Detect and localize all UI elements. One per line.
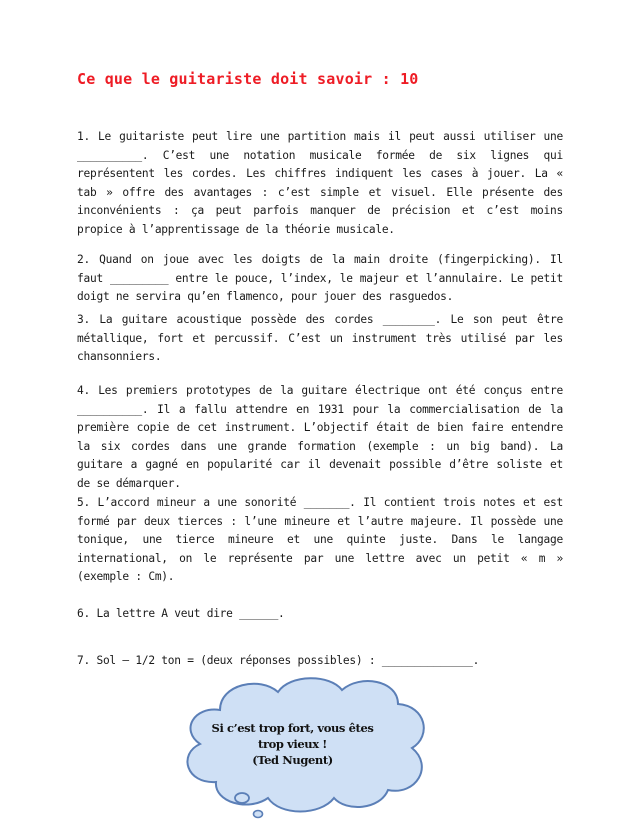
bubble-line-2: trop vieux !: [258, 737, 327, 751]
question-1: [77, 128, 570, 240]
bubble-line-3: (Ted Nugent): [252, 753, 333, 767]
question-2: [77, 251, 570, 307]
thought-dot-large: [235, 793, 249, 803]
question-5: [77, 494, 570, 587]
question-1-text: 1. Le guitariste peut lire une partition mais il peut aussi utiliser une __________. C’est une notation musicale formée de six lignes qui représentent les cordes. Les chiffres indiquent les cases à jouer. La « tab » offre des avantages : c’est simple et visuel. Elle présente des inconvénients : ça peut parfois manquer de précision et c’est moins propice à l’apprentissage de la théorie musicale.: [77, 130, 570, 236]
question-2-text: 2. Quand on joue avec les doigts de la main droite (fingerpicking). Il faut _________ entre le pouce, l’index, le majeur et l’annulaire. Le petit doigt ne servira qu’en flamenco, pour jouer des rasguedos.: [77, 253, 570, 304]
question-7-text: 7. Sol – 1/2 ton = (deux réponses possibles) : ______________.: [77, 654, 480, 667]
thought-dot-small: [254, 811, 263, 818]
question-5-text: 5. L’accord mineur a une sonorité _______. Il contient trois notes et est formé par deux tierces : l’une mineure et l’autre majeure. Il possède une tonique, une tierce mineure et une quinte juste. Dans le langage international, on le représente par une lettre avec un petit « m » (exemple : Cm).: [77, 496, 570, 584]
bubble-line-1: Si c’est trop fort, vous êtes: [211, 721, 374, 735]
bubble-quote: [205, 720, 380, 768]
question-4: [77, 382, 570, 494]
page-title: Ce que le guitariste doit savoir : 10: [77, 70, 419, 88]
question-6-text: 6. La lettre A veut dire ______.: [77, 607, 285, 620]
question-7: [77, 652, 563, 671]
question-3-text: 3. La guitare acoustique possède des cordes ________. Le son peut être métallique, fort et percussif. C’est un instrument très utilisé par les chansonniers.: [77, 313, 570, 364]
question-3: [77, 311, 570, 367]
question-6: [77, 605, 563, 624]
question-4-text: 4. Les premiers prototypes de la guitare électrique ont été conçus entre __________. Il a fallu attendre en 1931 pour la commercialisation de la première copie de cet instrument. L’objectif était de bien faire entendre la six cordes dans une grande formation (exemple : un big band). La guitare a gagné en popularité car il devenait possible d’être soliste et de se démarquer.: [77, 384, 570, 490]
